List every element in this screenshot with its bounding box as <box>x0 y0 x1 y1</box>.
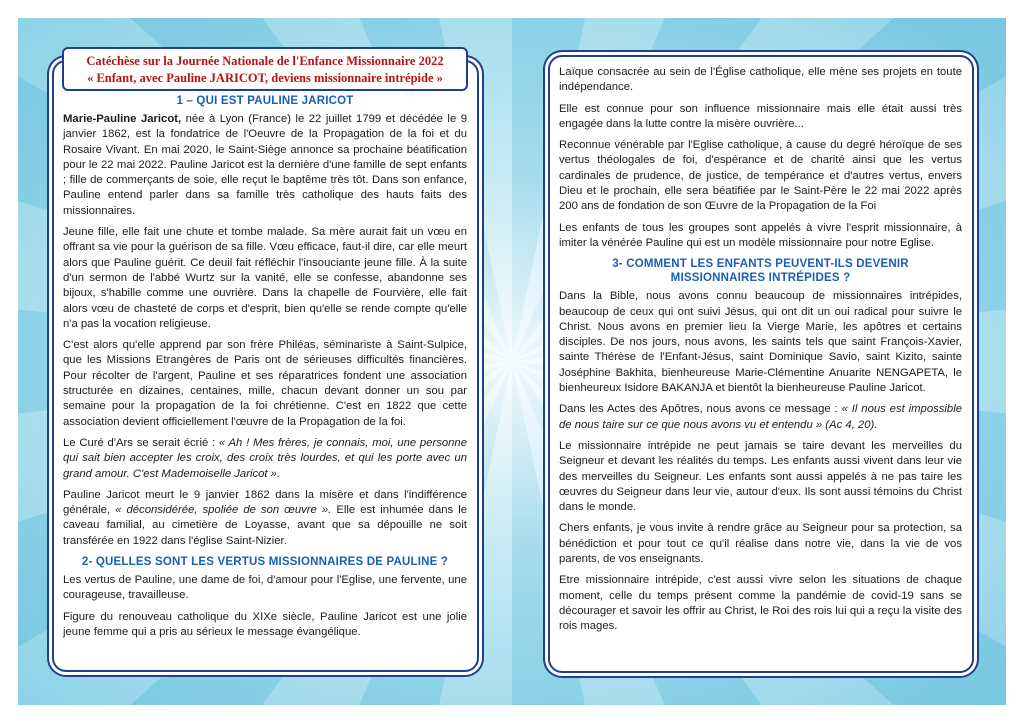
paragraph-association: C'est alors qu'elle apprend par son frère Philéas, séminariste à Saint-Sulpice, que les Missions Etrangères de Paris ont de sérieuses difficultés financières. Pour récolter de l'argent, Pauline et ses réparatrices fondent une association structurée en dizaines, centaines, mille, chacun devant donner un sou par semaine pour la propagation de la foi chrétienne. C'est en 1822 que cette association devient officiellement l'œuvre de la Propagation de la foi. <box>63 339 467 428</box>
right-panel <box>548 55 974 673</box>
heading-how-children: 3- COMMENT LES ENFANTS PEUVENT-ILS DEVENIR MISSIONNAIRES INTRÉPIDES ? <box>612 258 909 285</box>
paragraph-children-called: Les enfants de tous les groupes sont appelés à vivre l'esprit missionnaire, à imiter la vénérée Pauline qui est un modèle missionnaire pour notre Eglise. <box>559 221 962 249</box>
title-line-1: Catéchèse sur la Journée Nationale de l'Enfance Missionnaire 2022 <box>86 54 444 68</box>
document-title <box>62 47 468 91</box>
paragraph-thanks: Chers enfants, je vous invite à rendre grâce au Seigneur pour sa protection, sa bénédiction et pour tout ce qu'il réalise dans notre vie, dans la vie de vos parents, de vos enseignants. <box>559 522 962 566</box>
heading-who-is-pauline: 1 – QUI EST PAULINE JARICOT <box>176 95 354 107</box>
title-line-2: « Enfant, avec Pauline JARICOT, deviens missionnaire intrépide » <box>87 71 443 85</box>
paragraph-laique: Laïque consacrée au sein de l'Église catholique, elle mène ses projets en toute indépendance. <box>559 66 962 94</box>
paragraph-covid: Etre missionnaire intrépide, c'est aussi vivre selon les situations de chaque moment, celle du temps présent comme la pandémie de covid-19 sans se décourager et savoir les offrir au Christ, le Roi des rois lui qui a reçu la visite des rois mages. <box>559 574 962 633</box>
paragraph-virtues: Les vertus de Pauline, une dame de foi, d'amour pour l'Eglise, une fervente, une courageuse, travailleuse. <box>63 574 467 602</box>
paragraph-missionary: Le missionnaire intrépide ne peut jamais se taire devant les merveilles du Seigneur et devant les réalités du temps. Les enfants aussi vivent dans leur vie des merveilles du Seigneur. Les enfants sont aussi appelés à ne pas taire les œuvres du Seigneur dans leur vie, autour d'eux. Ils sont aussi témoins du Christ dans le monde. <box>559 439 962 514</box>
paragraph-renewal: Figure du renouveau catholique du XIXe siècle, Pauline Jaricot est une jolie jeune femme qui a pris au sérieux le message évangélique. <box>63 610 467 638</box>
paragraph-death: Pauline Jaricot meurt le 9 janvier 1862 dans la misère et dans l'indifférence générale, « déconsidérée, spoliée de son œuvre ». Elle est inhumée dans le caveau familial, au cimetière de Loyasse, avant que sa dépouille ne soit transférée en 1922 dans l'église Saint-Nizier. <box>63 488 467 547</box>
paragraph-influence: Elle est connue pour son influence missionnaire mais elle était aussi très engagée dans la lutte contre la misère ouvrière... <box>559 102 962 130</box>
paragraph-acts: Dans les Actes des Apôtres, nous avons ce message : « Il nous est impossible de nous taire sur ce que nous avons vu et entendu » (Ac 4, 20). <box>559 403 963 431</box>
heading-virtues: 2- QUELLES SONT LES VERTUS MISSIONNAIRES DE PAULINE ? <box>81 556 449 569</box>
paragraph-intro: Marie-Pauline Jaricot, née à Lyon (France) le 22 juillet 1799 et décédée le 9 janvier 1862, est la fondatrice de l'Oeuvre de la Propagation de la foi et du Rosaire Vivant. En mai 2020, le Saint-Siège annonce sa prochaine béatification pour le 22 mai 2022. Pauline Jaricot est la dernière d'une famille de sept enfants ; fille de commerçants de soie, elle reçut le baptême très tôt. Dans son enfance, Pauline entend parler dans sa famille très catholique des hauts faits des missionnaires. <box>63 113 467 217</box>
paragraph-venerable: Reconnue vénérable par l'Eglise catholique, à cause du degré héroïque de ses vertus théologales de foi, d'espérance et de charité ainsi que les vertus cardinales de prudence, de justice, de tempérance et d'autres vertus, envers Dieu et le prochain, elle sera béatifiée par le Saint-Père le 22 mai 2022 après 200 ans de fondation de son Œuvre de la Propagation de la Foi <box>559 139 962 213</box>
paragraph-bible: Dans la Bible, nous avons connu beaucoup de missionnaires intrépides, beaucoup de ceux qui ont suivi Jésus, qui ont dit un oui radical pour suivre le Christ. Nous avons en premier lieu la Vierge Marie, les apôtres et certains disciples. De nos jours, nous avons, les saints tels que saint François-Xavier, sainte Thérèse de l'Enfant-Jésus, saint Dominique Savio, saint Kizito, sainte Joséphine Bakhita, bienheureuse Marie-Clémentine Anuarite NENGAPETA, le bienheureux Isidore BAKANJA et bientôt la bienheureuse Pauline Jaricot. <box>559 290 962 395</box>
left-panel <box>52 60 479 672</box>
paragraph-youth: Jeune fille, elle fait une chute et tombe malade. Sa mère aurait fait un vœu en offrant sa vie pour la guérison de sa fille. Vœu efficace, faut-il dire, car elle meurt alors que Pauline guérit. Ce deuil fait réfléchir l'insouciante jeune fille. À la suite d'un sermon de l'abbé Wurtz sur la vanité, elle se confesse, abandonne ses bijoux, s'habille comme une ouvrière. Dans la chapelle de Fourvière, elle fait alors vœu de chasteté de corps et d'esprit, bien qu'elle se rende compte qu'elle n'a pas la vocation religieuse. <box>63 226 467 330</box>
paragraph-cure-ars: Le Curé d'Ars se serait écrié : « Ah ! Mes frères, je connais, moi, une personne qui sait bien accepter les croix, des croix très lourdes, et qui les porte avec un grand amour. C'est Mademoiselle Jaricot ». <box>63 436 468 480</box>
